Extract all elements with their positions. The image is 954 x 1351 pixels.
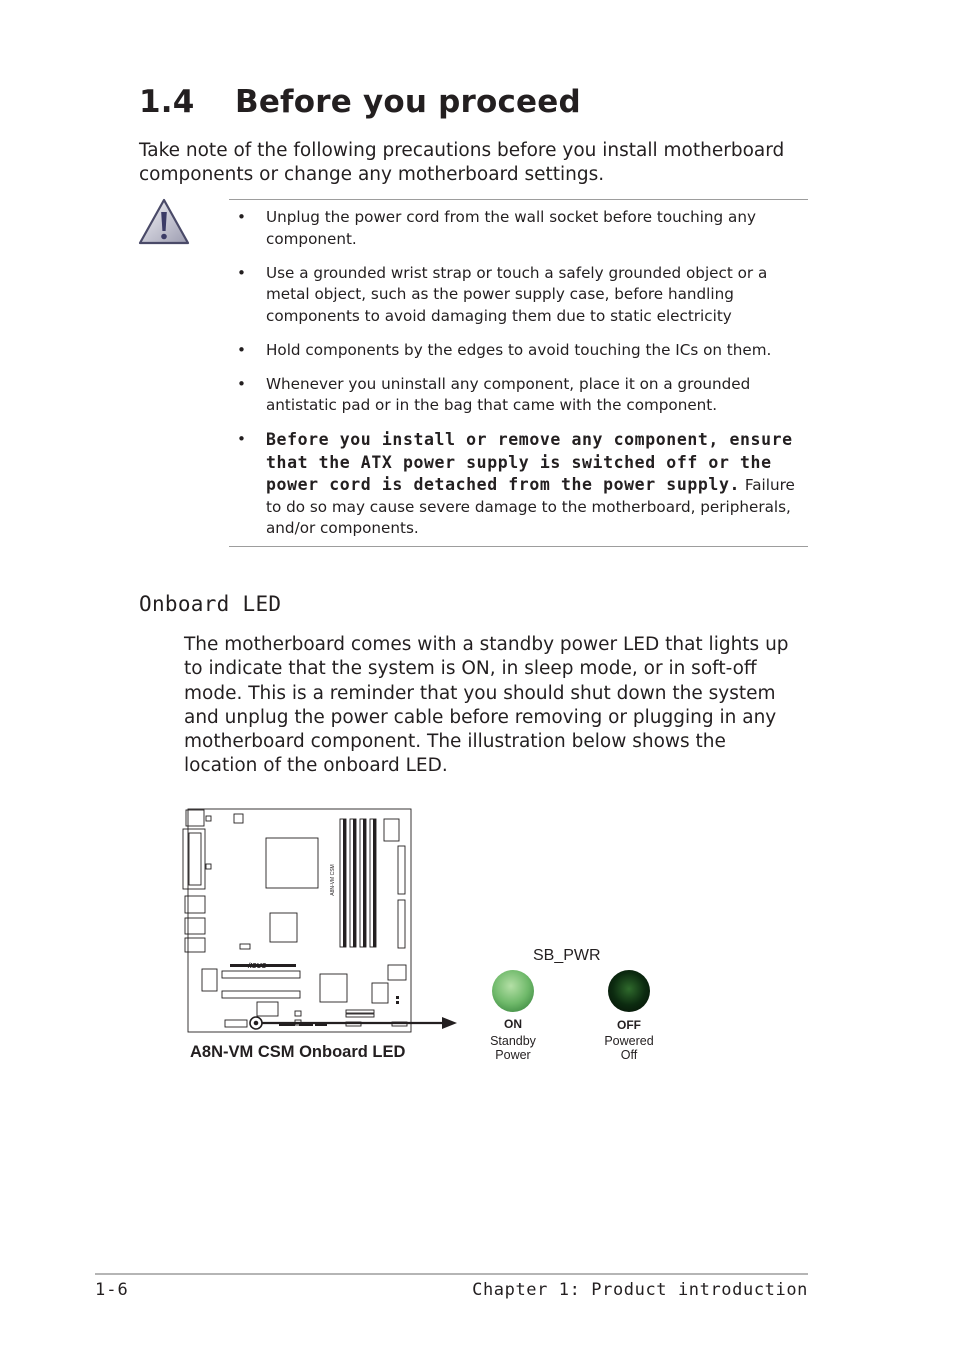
led-off-desc-line2: Off <box>620 1048 638 1062</box>
warning-top-rule <box>229 199 808 200</box>
dimm-slot <box>353 819 356 947</box>
chapter-title: Chapter 1: Product introduction <box>472 1280 808 1300</box>
led-off-icon <box>608 970 650 1012</box>
warning-bottom-rule <box>229 546 808 547</box>
led-off-label: OFF <box>617 1018 641 1032</box>
list-item: • Whenever you uninstall any component, place it on a grounded antistatic pad or in the bag that came with the component. <box>237 374 751 414</box>
led-name: SB_PWR <box>533 947 601 964</box>
list-item: • Before you install or remove any component, ensure that the ATX power supply is switched off or the power cord is detached from the power supply. Failure to do so may cause severe damage to the motherboard, peripherals, and/or components. <box>237 430 795 537</box>
section-title: Before you proceed <box>235 84 581 120</box>
intro-paragraph: Take note of the following precautions before you install motherboard components or change any motherboard settings. <box>139 140 785 185</box>
onboard-led-heading: Onboard LED <box>139 592 282 616</box>
onboard-led-paragraph: The motherboard comes with a standby power LED that lights up to indicate that the system is ON, in sleep mode, or in soft-off mode. This is a reminder that you should shut down the system and unplug the power cable before removing or plugging in any motherboard component. The illustration below shows the location of the onboard LED. <box>184 634 789 777</box>
motherboard-outline <box>183 809 411 1032</box>
onboard-led-diagram <box>160 800 680 1070</box>
footer-rule <box>95 1273 808 1275</box>
precaution-emphasis: Before you install or remove any component, ensure that the ATX power supply is switched off or the power cord is detached from the power supply. <box>266 430 793 494</box>
section-number: 1.4 <box>139 84 195 120</box>
led-on-label: ON <box>504 1017 522 1031</box>
list-item: • Unplug the power cord from the wall socket before touching any component. <box>237 208 756 248</box>
dimm-slot <box>343 819 346 947</box>
dimm-slot <box>363 819 366 947</box>
section-heading <box>139 84 581 120</box>
led-on-icon <box>492 970 534 1012</box>
led-off-desc-line1: Powered <box>604 1034 654 1048</box>
led-dot-icon <box>254 1021 259 1026</box>
pointer-arrow-icon <box>442 1017 457 1029</box>
list-item: • Hold components by the edges to avoid touching the ICs on them. <box>237 340 772 359</box>
dimm-slot <box>373 819 376 947</box>
precaution-list <box>229 207 809 540</box>
led-on-desc-line2: Power <box>495 1048 531 1062</box>
warning-triangle-icon <box>138 198 190 246</box>
diagram-caption: A8N-VM CSM Onboard LED <box>190 1043 406 1061</box>
led-on-desc-line1: Standby <box>490 1034 536 1048</box>
list-item: • Use a grounded wrist strap or touch a safely grounded object or a metal object, such as the power supply case, before handling components to avoid damaging them due to static electricity <box>237 263 768 325</box>
board-label: A8N-VM CSM <box>330 864 336 896</box>
brand-logo: /ISUS <box>248 963 267 970</box>
page-number: 1-6 <box>95 1280 129 1300</box>
